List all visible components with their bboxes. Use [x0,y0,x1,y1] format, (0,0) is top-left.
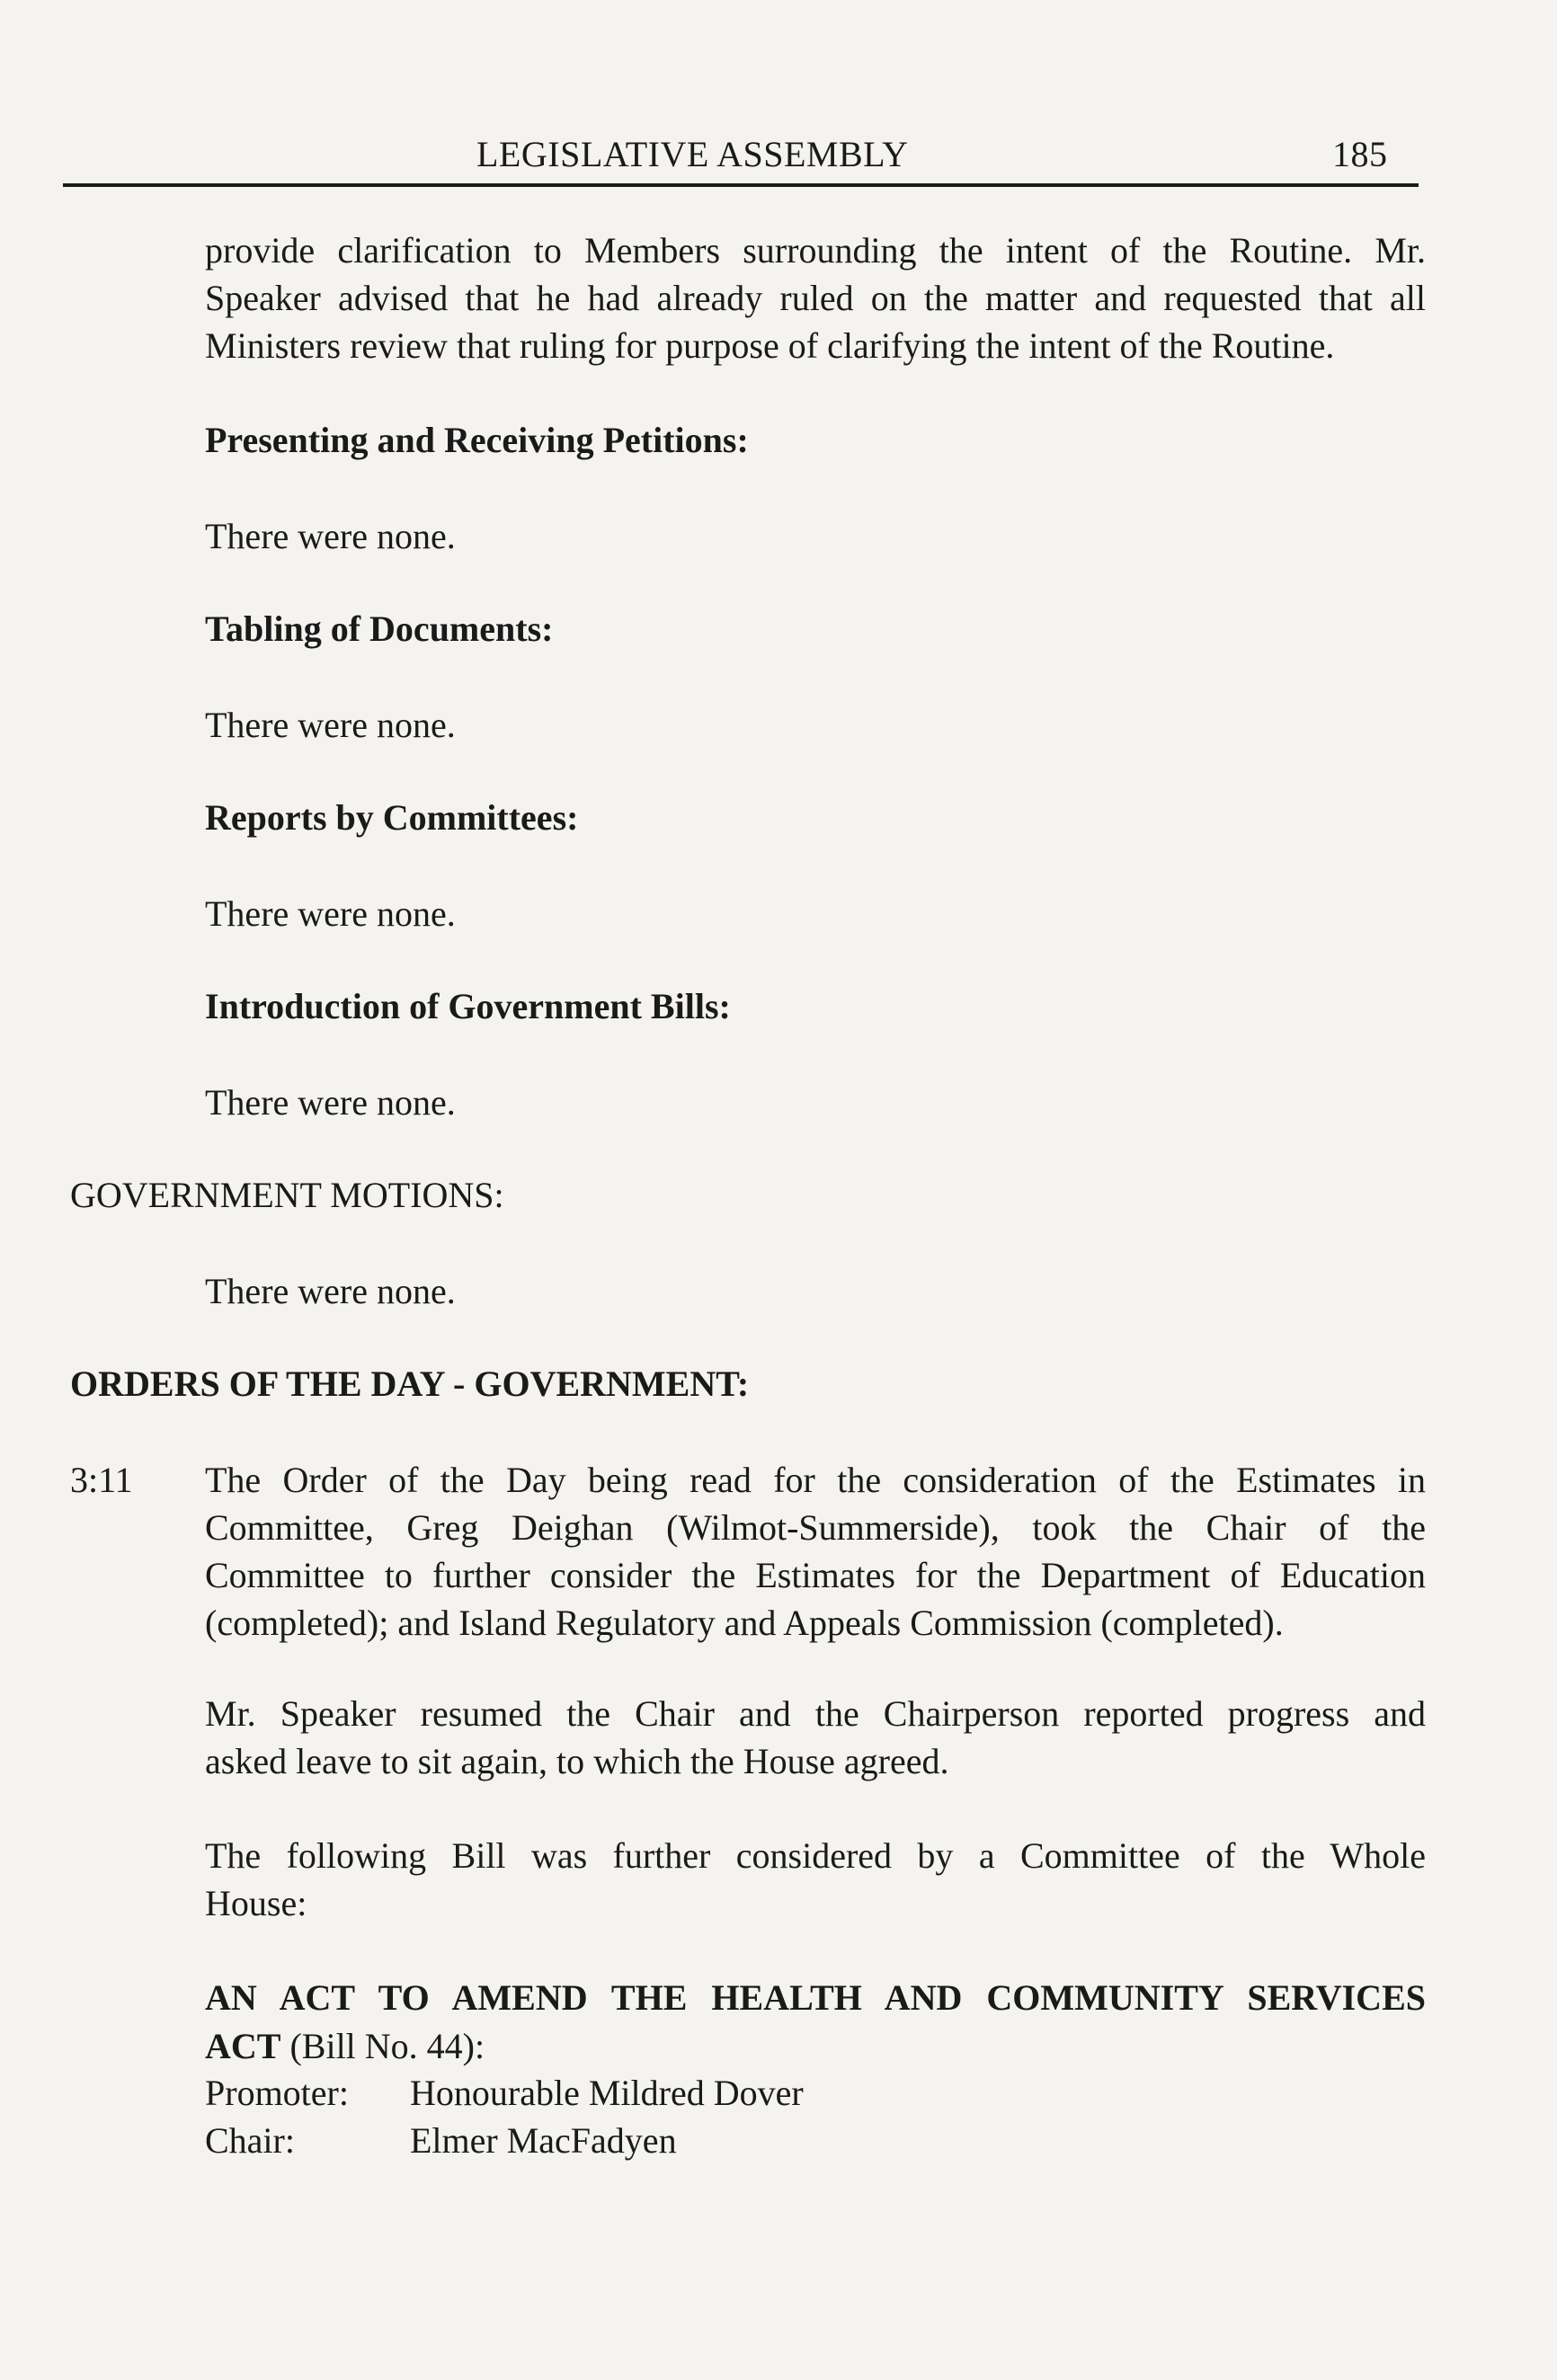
government-motions-heading: GOVERNMENT MOTIONS: [70,1175,504,1215]
chair-value: Elmer MacFadyen [410,2120,677,2161]
intro-line: provide clarification to Members surrounding the intent of the Routine. Mr. [205,230,1426,271]
paragraph-line: Mr. Speaker resumed the Chair and the Chairperson reported progress and [205,1693,1426,1734]
bill-title-line-2 [205,2022,485,2070]
running-head-title: LEGISLATIVE ASSEMBLY [476,134,909,174]
section-text-tabling: There were none. [205,705,456,745]
government-motions-text: There were none. [205,1271,456,1311]
page-number: 185 [1332,134,1388,174]
promoter-label: Promoter: [205,2073,349,2113]
intro-line: Speaker advised that he had already ruled on the matter and requested that all [205,278,1426,318]
bill-promoter-row [205,2069,804,2117]
bill-title-line-1: AN ACT TO AMEND THE HEALTH AND COMMUNITY SERVICES [205,1977,1426,2018]
bill-title-act: ACT [205,2026,281,2066]
time-stamp: 3:11 [70,1460,133,1500]
section-text-petitions: There were none. [205,516,456,556]
paragraph-line: House: [205,1883,307,1923]
bill-number: (Bill No. 44): [280,2026,485,2066]
section-heading-bills: Introduction of Government Bills: [205,986,731,1026]
paragraph-line: The Order of the Day being read for the consideration of the Estimates in [205,1460,1426,1500]
section-heading-tabling: Tabling of Documents: [205,608,554,649]
paragraph-line: The following Bill was further considered by a Committee of the Whole [205,1835,1426,1876]
header-rule [63,183,1419,187]
orders-paragraph-2 [205,1690,1426,1785]
orders-of-day-heading: ORDERS OF THE DAY - GOVERNMENT: [70,1363,750,1404]
orders-paragraph-1 [205,1456,1426,1647]
paragraph-line: asked leave to sit again, to which the House agreed. [205,1741,949,1781]
orders-paragraph-3 [205,1832,1426,1927]
paragraph-line: (completed); and Island Regulatory and Appeals Commission (completed). [205,1603,1284,1643]
section-heading-petitions: Presenting and Receiving Petitions: [205,420,749,460]
chair-label: Chair: [205,2120,295,2161]
bill-chair-row [205,2117,677,2164]
promoter-value: Honourable Mildred Dover [410,2073,804,2113]
section-heading-reports: Reports by Committees: [205,797,579,838]
section-text-reports: There were none. [205,893,456,934]
paragraph-line: Committee, Greg Deighan (Wilmot-Summerside), took the Chair of the [205,1507,1426,1548]
section-text-bills: There were none. [205,1082,456,1123]
intro-paragraph [205,226,1426,369]
intro-line: Ministers review that ruling for purpose of clarifying the intent of the Routine. [205,325,1335,366]
paragraph-line: Committee to further consider the Estimates for the Department of Education [205,1555,1426,1595]
bill-title [205,1974,1426,2021]
